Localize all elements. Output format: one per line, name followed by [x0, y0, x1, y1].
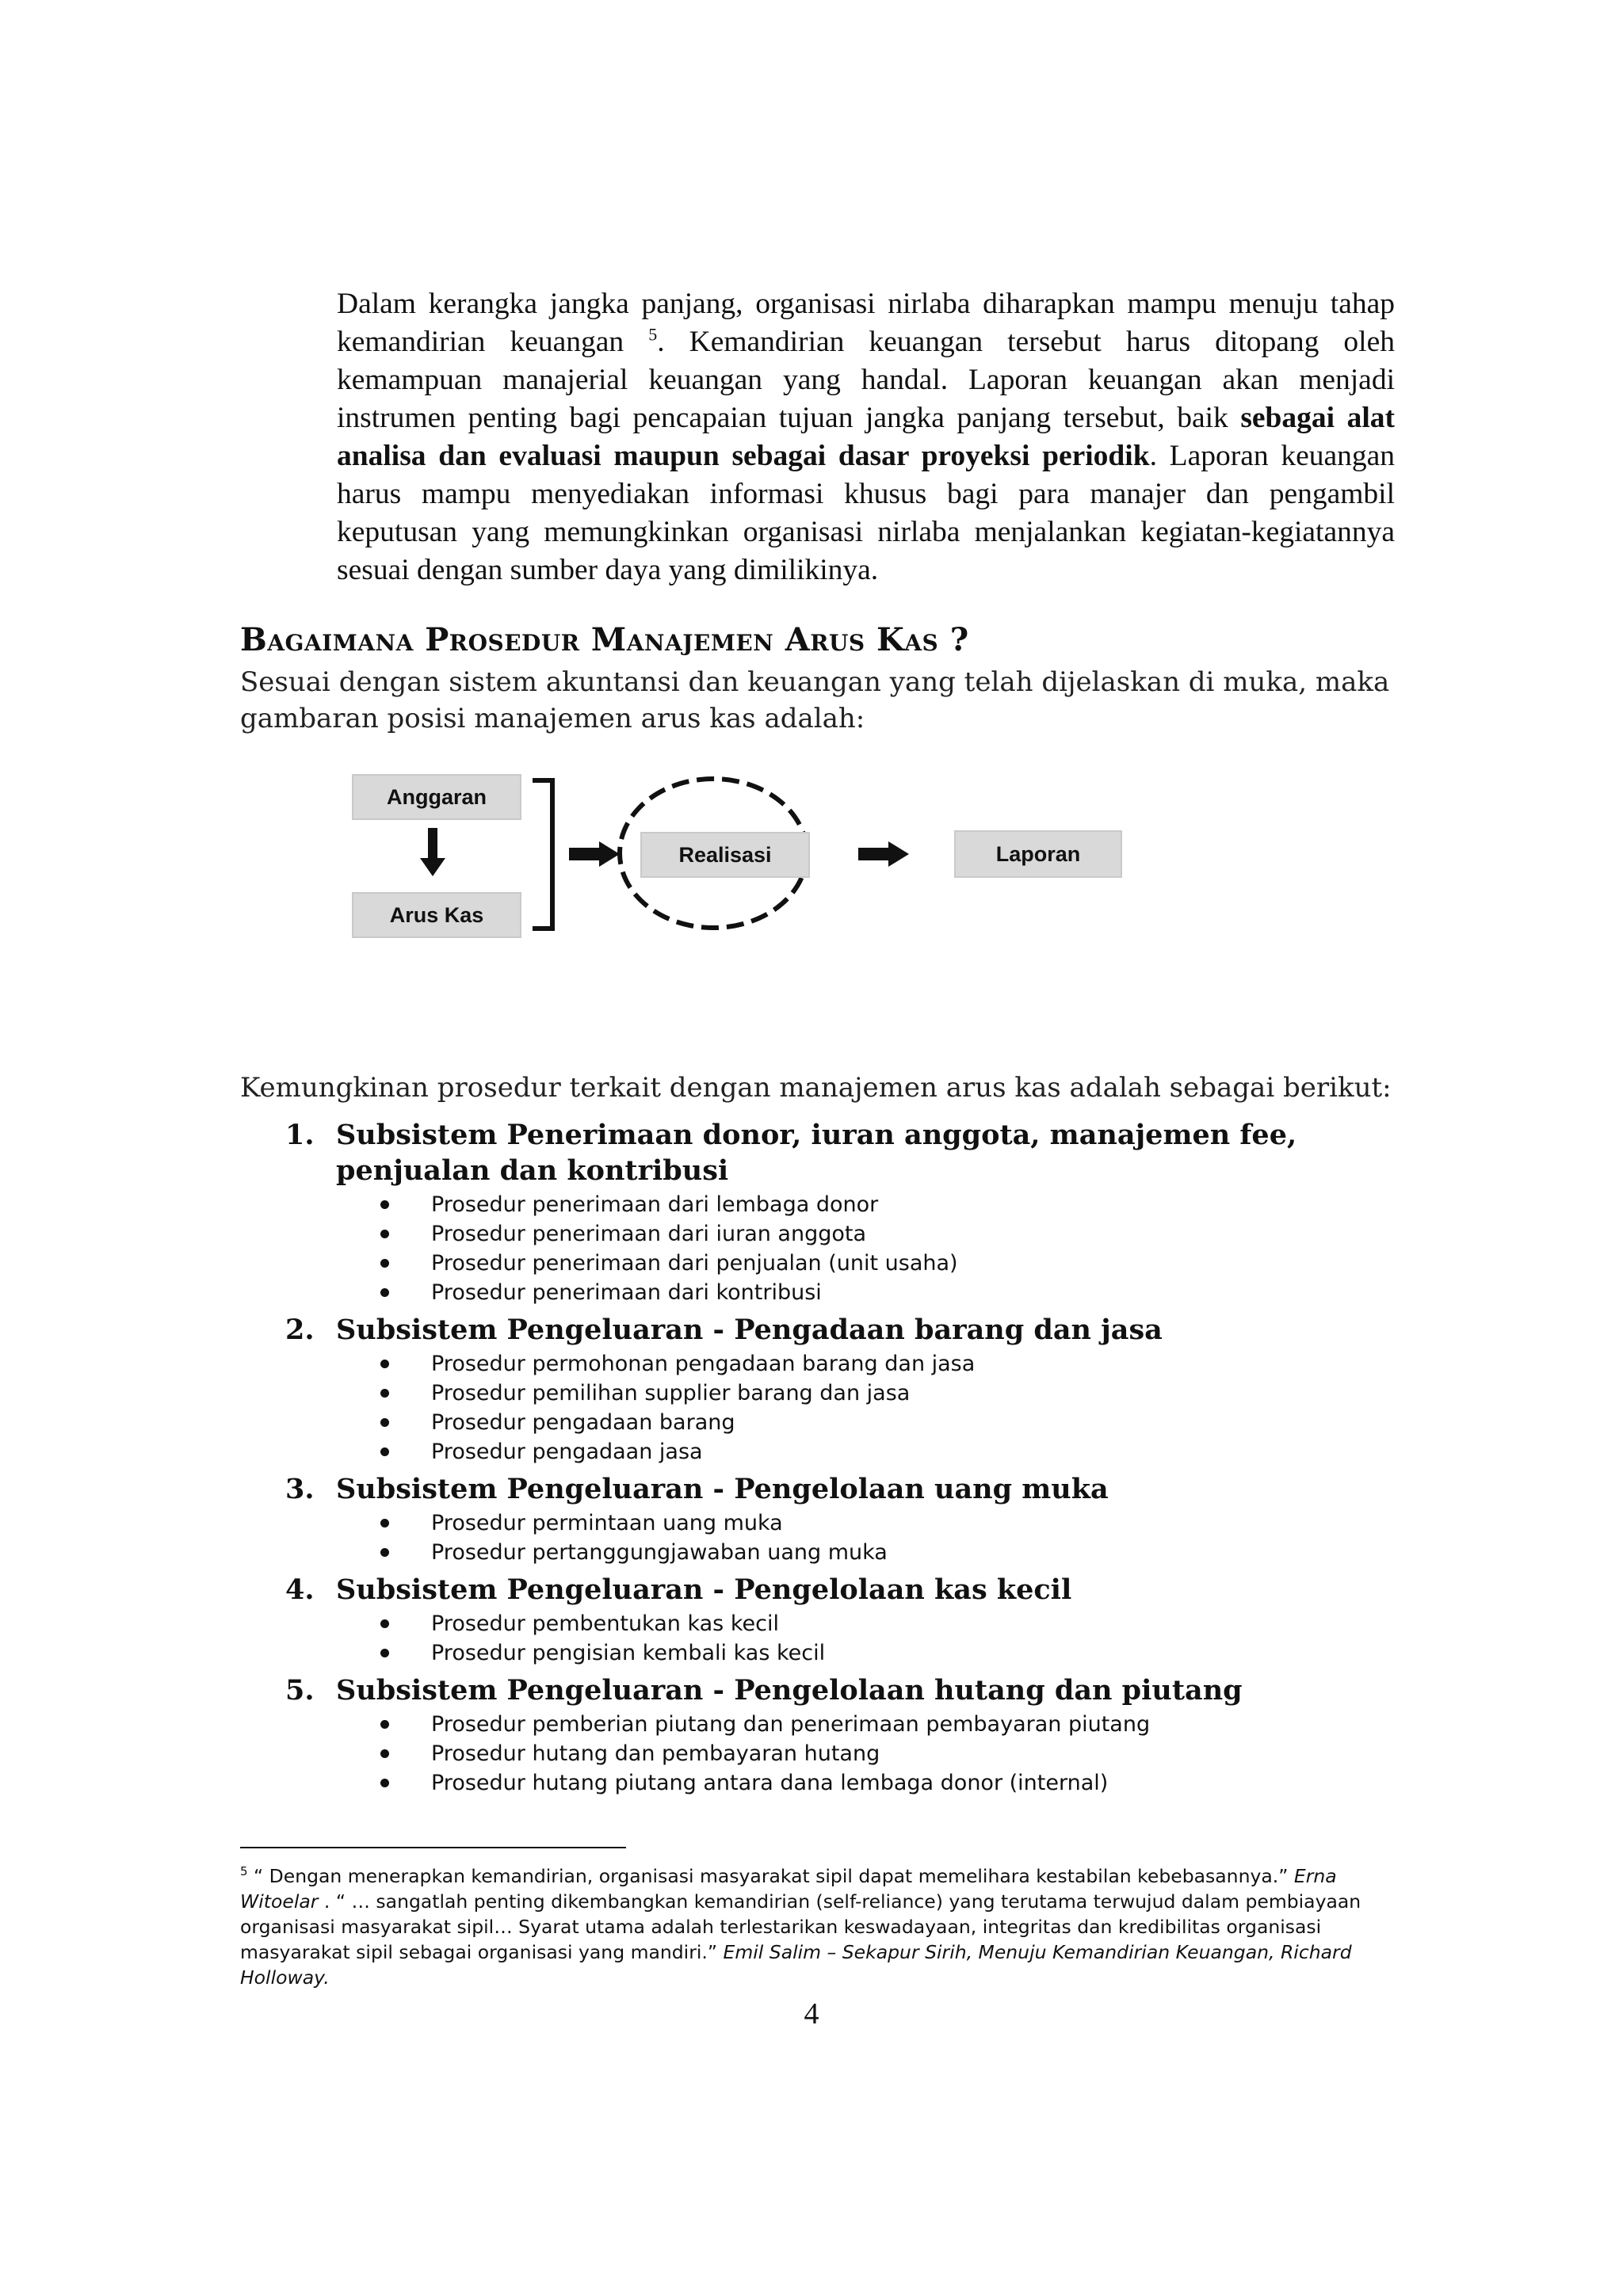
list-item-text: Prosedur hutang piutang antara dana lembaga donor (internal): [431, 1771, 1109, 1795]
list-item: [380, 1739, 1395, 1768]
bullet-icon: [380, 1230, 389, 1238]
subsystem-title-text: Subsistem Pengeluaran - Pengelolaan hutang dan piutang: [336, 1674, 1243, 1707]
list-item: [380, 1190, 1395, 1219]
subsystem-title-text: Subsistem Pengeluaran - Pengelolaan uang muka: [336, 1473, 1109, 1505]
bullet-icon: [380, 1519, 389, 1527]
procedure-list: [285, 1508, 1395, 1567]
list-item-text: Prosedur pertanggungjawaban uang muka: [431, 1540, 888, 1565]
box-laporan: Laporan: [954, 830, 1122, 878]
footnote-author-1: Erna Witoelar: [240, 1865, 1337, 1913]
procedure-list: [285, 1609, 1395, 1668]
list-item: [380, 1768, 1395, 1798]
bullet-icon: [380, 1389, 389, 1398]
bullet-icon: [380, 1259, 389, 1268]
bullet-icon: [380, 1779, 389, 1787]
list-item: [380, 1349, 1395, 1379]
down-arrow-icon: [420, 828, 445, 876]
list-item: [380, 1278, 1395, 1307]
bullet-icon: [380, 1720, 389, 1729]
list-item-text: Prosedur permintaan uang muka: [431, 1511, 783, 1535]
subsystem-title: [285, 1672, 1395, 1708]
procedure-list: [285, 1710, 1395, 1798]
intro-paragraph: Dalam kerangka jangka panjang, organisasi nirlaba diharapkan mampu menuju tahap kemandirian keuangan $^5$. Kemandirian keuangan tersebut harus ditopang oleh kemampuan manajerial keuangan yang handal. Laporan keuangan akan menjadi instrumen penting bagi pencapaian tujuan jangka panjang tersebut, baik sebagai alat analisa dan evaluasi maupun sebagai dasar proyeksi periodik. Laporan keuangan harus mampu menyediakan informasi khusus bagi para manajer dan pengambil keputusan yang memungkinkan organisasi nirlaba menjalankan kegiatan-kegiatannya sesuai dengan sumber daya yang dimilikinya.: [337, 288, 1396, 586]
procedure-list: [285, 1190, 1395, 1307]
list-item: [380, 1609, 1395, 1638]
procedure-list: [285, 1349, 1395, 1466]
list-item-text: Prosedur pemberian piutang dan penerimaan pembayaran piutang: [431, 1712, 1151, 1737]
list-item-text: Prosedur pengadaan barang: [431, 1410, 735, 1435]
bullet-icon: [380, 1749, 389, 1758]
list-item: [380, 1508, 1395, 1538]
list-item-text: Prosedur penerimaan dari iuran anggota: [431, 1222, 867, 1246]
list-item: [380, 1379, 1395, 1408]
subsystem-title: [285, 1117, 1395, 1188]
subsystem-section: [285, 1312, 1395, 1466]
bullet-icon: [380, 1200, 389, 1209]
list-item: [380, 1408, 1395, 1437]
right-arrow-icon: [569, 841, 620, 867]
bullet-icon: [380, 1447, 389, 1456]
list-item: [380, 1638, 1395, 1668]
subsystem-title-text: Subsistem Pengeluaran - Pengelolaan kas kecil: [336, 1573, 1072, 1606]
list-item: [380, 1437, 1395, 1466]
list-item-text: Prosedur pembentukan kas kecil: [431, 1611, 779, 1636]
right-arrow-icon: [858, 841, 909, 867]
box-realisasi: Realisasi: [640, 832, 810, 878]
section-heading: Bagaimana Prosedur Manajemen Arus Kas ?: [240, 621, 969, 658]
subsystem-list: [285, 1117, 1395, 1802]
list-item-text: Prosedur penerimaan dari lembaga donor: [431, 1192, 879, 1217]
subsystem-number: 5.: [285, 1674, 315, 1707]
bullet-icon: [380, 1548, 389, 1557]
lead-paragraph-2: Kemungkinan prosedur terkait dengan manajemen arus kas adalah sebagai berikut:: [240, 1072, 1392, 1104]
subsystem-section: [285, 1572, 1395, 1668]
subsystem-title-text: Subsistem Pengeluaran - Pengadaan barang dan jasa: [336, 1314, 1163, 1346]
list-item-text: Prosedur pengisian kembali kas kecil: [431, 1641, 826, 1665]
subsystem-title: [285, 1471, 1395, 1507]
list-item-text: Prosedur pemilihan supplier barang dan jasa: [431, 1381, 911, 1405]
bullet-icon: [380, 1288, 389, 1297]
footnote-ref[interactable]: 5: [648, 324, 658, 345]
subsystem-title: [285, 1572, 1395, 1608]
list-item-text: Prosedur hutang dan pembayaran hutang: [431, 1741, 880, 1766]
list-item: [380, 1249, 1395, 1278]
list-item-text: Prosedur pengadaan jasa: [431, 1440, 703, 1464]
subsystem-number: 1.: [285, 1119, 315, 1151]
list-item: [380, 1219, 1395, 1249]
subsystem-number: 3.: [285, 1473, 315, 1505]
footnote-number: 5: [240, 1864, 248, 1879]
bullet-icon: [380, 1418, 389, 1427]
subsystem-title-text: Subsistem Penerimaan donor, iuran anggota, manajemen fee, penjualan dan kontribusi: [336, 1119, 1297, 1187]
bullet-icon: [380, 1649, 389, 1657]
bracket-icon: [533, 780, 552, 929]
subsystem-section: [285, 1672, 1395, 1798]
list-item-text: Prosedur permohonan pengadaan barang dan jasa: [431, 1352, 976, 1376]
list-item-text: Prosedur penerimaan dari penjualan (unit usaha): [431, 1251, 958, 1276]
realisasi-dashed-ellipse: [620, 779, 807, 928]
list-item: [380, 1710, 1395, 1739]
bullet-icon: [380, 1619, 389, 1628]
lead-paragraph: Sesuai dengan sistem akuntansi dan keuangan yang telah dijelaskan di muka, maka gambaran posisi manajemen arus kas adalah:: [240, 666, 1390, 734]
subsystem-section: [285, 1117, 1395, 1307]
footnote-author-2: Emil Salim – Sekapur Sirih, Menuju Kemandirian Keuangan, Richard Holloway.: [240, 1941, 1352, 1989]
bullet-icon: [380, 1360, 389, 1368]
list-item-text: Prosedur penerimaan dari kontribusi: [431, 1280, 822, 1305]
subsystem-number: 2.: [285, 1314, 315, 1346]
footnote-separator: [240, 1847, 626, 1848]
subsystem-title: [285, 1312, 1395, 1348]
list-item: [380, 1538, 1395, 1567]
subsystem-section: [285, 1471, 1395, 1567]
footnote: $^5$ “ Dengan menerapkan kemandirian, organisasi masyarakat sipil dapat memelihara kestabilan kebebasannya.” Erna Witoelar . “ … sangatlah penting dikembangkan kemandirian (self-reliance) yang terutama terwujud dalam pembiayaan organisasi masyarakat sipil… Syarat utama adalah terlestarikan keswadayaan, integritas dan kredibilitas organisasi masyarakat sipil sebagai organisasi yang mandiri.” Emil Salim – Sekapur Sirih, Menuju Kemandirian Keuangan, Richard Holloway.: [240, 1864, 1361, 1989]
box-arus-kas: Arus Kas: [352, 892, 521, 938]
subsystem-number: 4.: [285, 1573, 315, 1606]
bold-phrase: sebagai alat analisa dan evaluasi maupun sebagai dasar proyeksi periodik: [337, 402, 1395, 472]
page-number: 4: [804, 1997, 819, 2031]
box-anggaran: Anggaran: [352, 774, 521, 820]
